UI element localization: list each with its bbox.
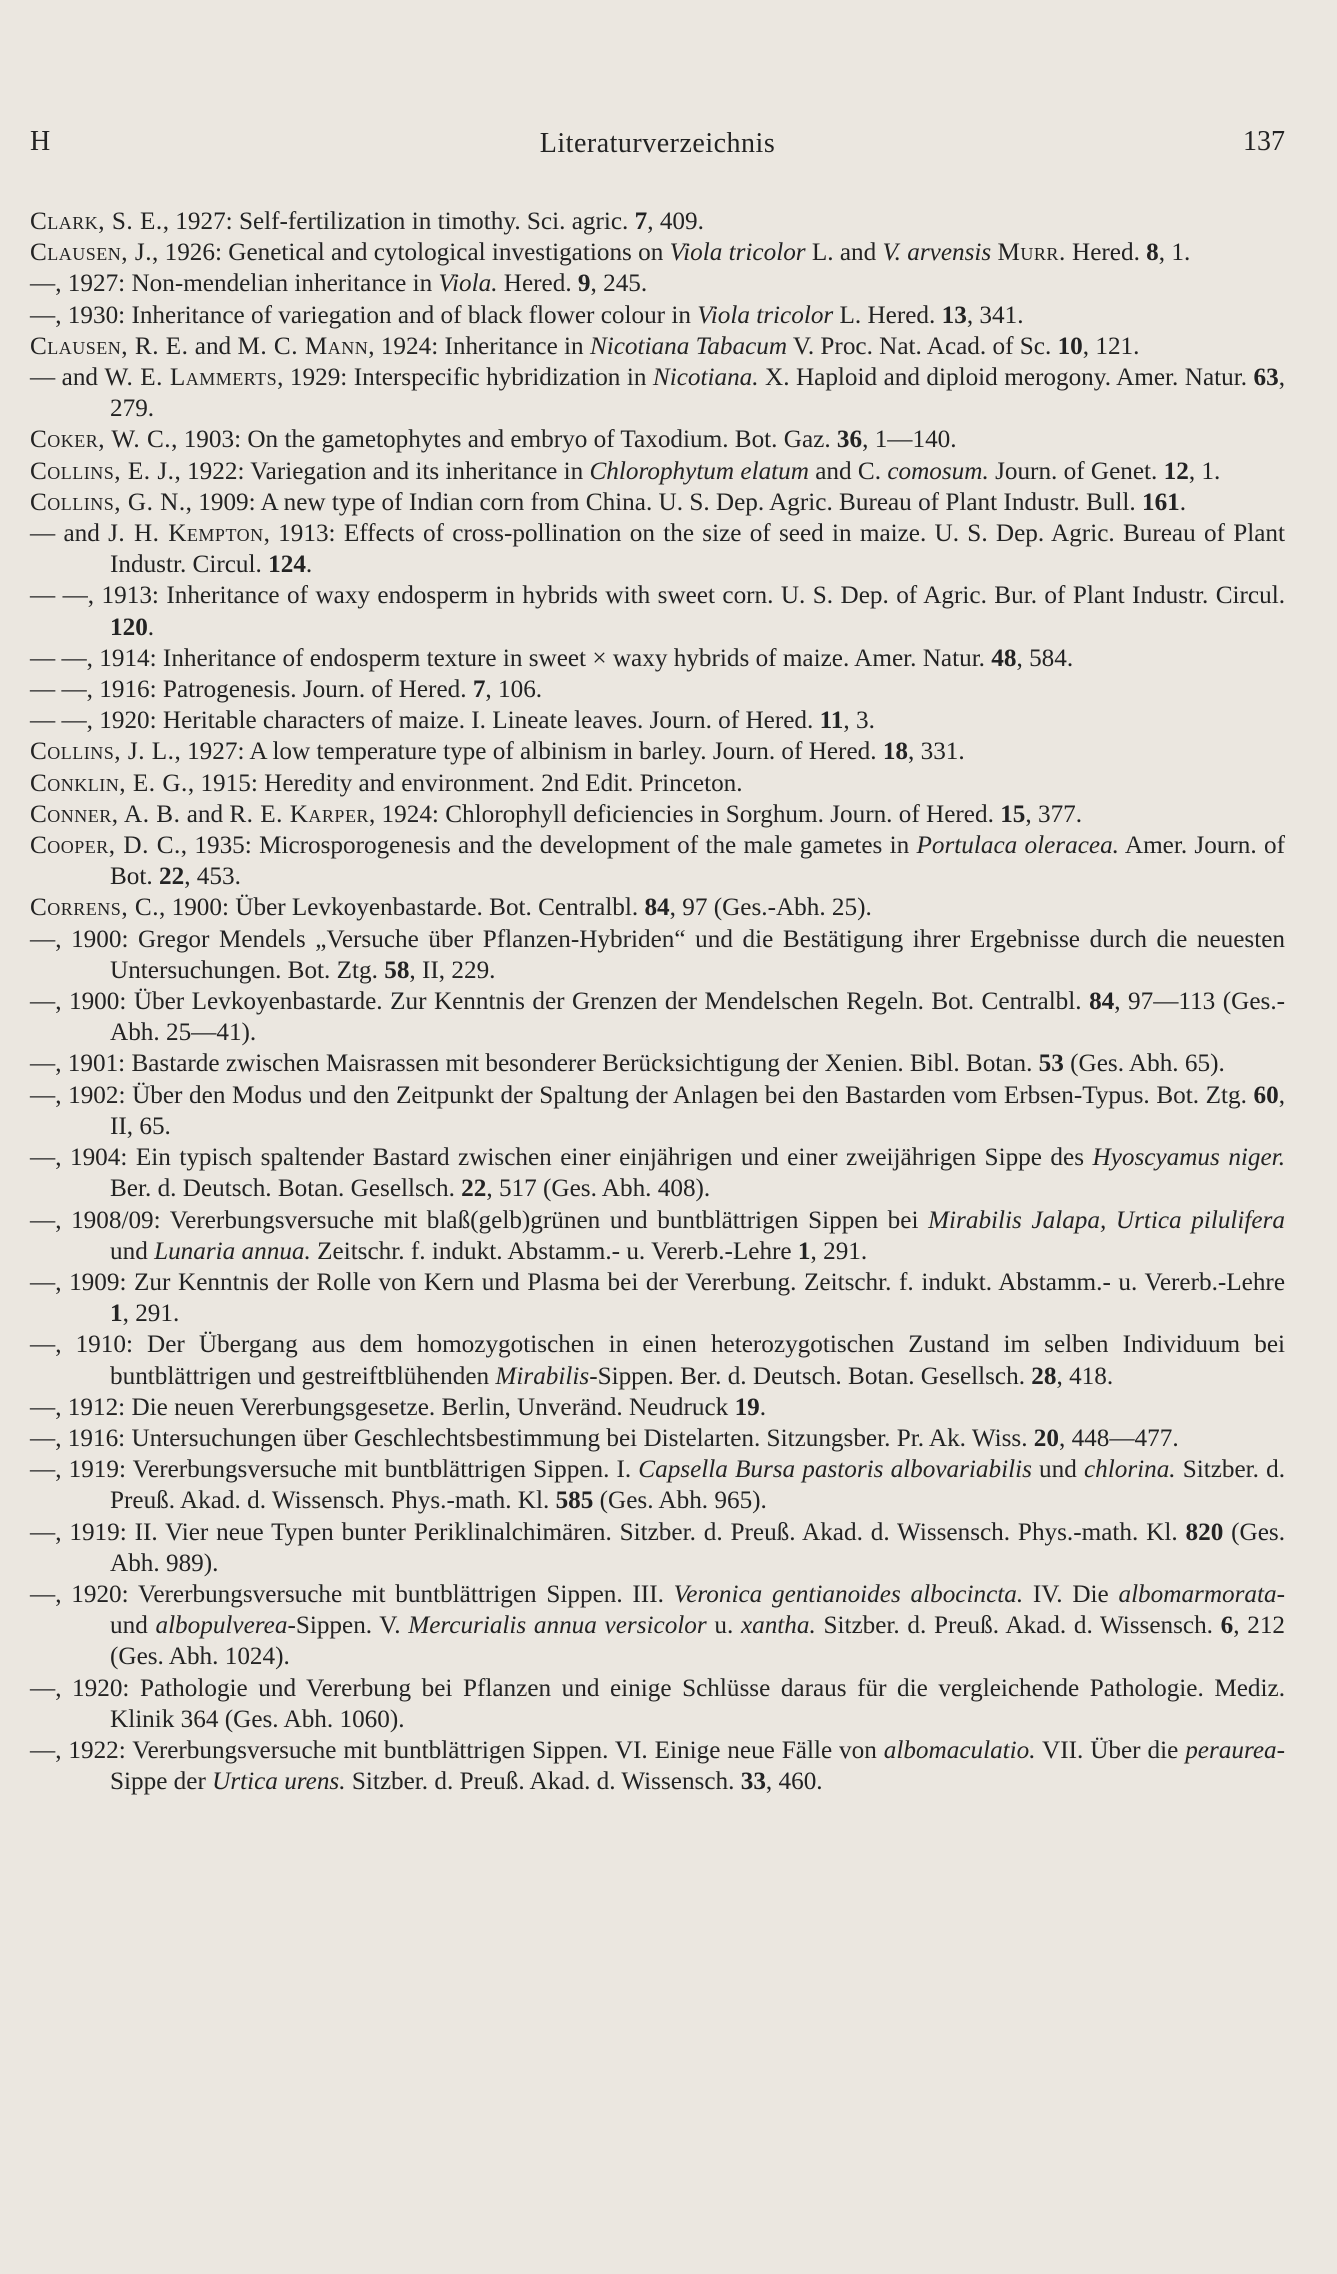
entry-text-segment: 8 (1146, 239, 1159, 267)
entry-text-segment: Correns, C. (30, 894, 160, 922)
entry-text-segment: X. Haploid and diploid merogony. Amer. Natur. (758, 364, 1254, 392)
bibliography-entry (30, 1579, 1285, 1673)
entry-text-segment: —, 1910: Der Übergang aus dem homozygotischen in einen heterozygotischen Zustand im selben Individuum bei buntblättrigen und gestreiftblühenden (30, 1331, 1285, 1390)
entry-text-segment: — and (30, 364, 105, 392)
entry-text-segment: —, 1919: II. Vier neue Typen bunter Periklinalchimären. Sitzber. d. Preuß. Akad. d. Wissensch. Phys.-math. Kl. (30, 1518, 1186, 1546)
entry-text-segment: Clark, S. E. (30, 208, 163, 235)
entry-text-segment: Veronica gentianoides albocincta. (673, 1580, 1024, 1608)
entry-text-segment: Sitzber. d. Preuß. Akad. d. Wissensch. Phys.-math. Kl. (110, 1456, 1285, 1515)
entry-text-segment: (Ges. Abh. 965). (593, 1487, 767, 1515)
entry-text-segment: —, 1916: Untersuchungen über Geschlechtsbestimmung bei Distelarten. Sitzungsber. Pr. Ak. Wiss. (30, 1424, 1034, 1452)
entry-text-segment: 6 (1220, 1612, 1234, 1640)
entry-text-segment: —, 1912: Die neuen Vererbungsgesetze. Berlin, Unveränd. Neudruck (30, 1393, 735, 1421)
entry-text-segment: albomaculatio. (883, 1736, 1036, 1764)
entry-text-segment: Mirabilis (495, 1362, 590, 1390)
entry-text-segment: 7 (472, 676, 486, 704)
entry-text-segment: , II, 65. (110, 1081, 1285, 1140)
entry-text-segment: xantha. (740, 1612, 816, 1640)
entry-text-segment: 13 (941, 301, 967, 329)
entry-text-segment: Viola. (438, 270, 498, 298)
entry-text-segment: , 453. (184, 863, 241, 891)
bibliography-entry (30, 986, 1285, 1048)
entry-text-segment: —, 1919: Vererbungsversuche mit buntblättrigen Sippen. I. (30, 1456, 639, 1484)
entry-text-segment: Journ. of Genet. (988, 457, 1164, 485)
entry-text-segment: 22 (461, 1175, 487, 1203)
entry-text-segment: Murr. (997, 239, 1066, 267)
entry-text-segment: and (180, 800, 230, 828)
bibliography-entry (30, 643, 1285, 674)
entry-text-segment: und (110, 1612, 156, 1640)
entry-text-segment: 7 (634, 208, 648, 235)
bibliography-entry (30, 1142, 1285, 1204)
entry-text-segment: , 1903: On the gametophytes and embryo of Taxodium. Bot. Gaz. (171, 426, 837, 454)
entry-text-segment: -Sippe der (110, 1736, 1285, 1796)
entry-text-segment: , 409. (647, 208, 704, 235)
bibliography-entry (30, 300, 1285, 331)
entry-text-segment: — —, 1916: Patrogenesis. Journ. of Hered. (30, 676, 473, 704)
bibliography-entry (30, 268, 1285, 299)
bibliography-entry (30, 362, 1285, 424)
entry-text-segment: 53 (1038, 1050, 1064, 1078)
entry-text-segment: 820 (1185, 1518, 1224, 1546)
entry-text-segment: , 448—477. (1058, 1424, 1179, 1452)
entry-text-segment: 84 (644, 894, 670, 922)
entry-text-segment: W. E. Lammerts (104, 364, 278, 392)
bibliography-entry (30, 1454, 1285, 1516)
entry-text-segment: Sitzber. d. Preuß. Akad. d. Wissensch. (345, 1768, 741, 1796)
entry-text-segment: . (759, 1393, 767, 1421)
entry-text-segment: 15 (1000, 800, 1026, 828)
entry-text-segment: , 1927: A low temperature type of albinism in barley. Journ. of Hered. (174, 738, 883, 766)
entry-text-segment: —, 1900: Über Levkoyenbastarde. Zur Kenntnis der Grenzen der Mendelschen Regeln. Bot. Centralbl. (30, 988, 1090, 1016)
entry-text-segment: , 1—140. (862, 426, 957, 454)
entry-text-segment: und (1031, 1456, 1084, 1484)
section-letter: H (30, 126, 51, 157)
entry-text-segment: , 1915: Heredity and environment. 2nd Edit. Princeton. (187, 769, 743, 797)
entry-text-segment: Lunaria annua. (154, 1237, 311, 1265)
entry-text-segment: Nicotiana Tabacum (589, 332, 788, 360)
entry-text-segment: Hered. (1065, 239, 1147, 267)
entry-text-segment: , 97 (Ges.-Abh. 25). (669, 894, 872, 922)
entry-text-segment: chlorina. (1083, 1456, 1176, 1484)
entry-text-segment: —, 1920: Pathologie und Vererbung bei Pflanzen und einige Schlüsse daraus für die vergleichende Pathologie. Mediz. Klinik 364 (Ges. Abh. 1060). (30, 1674, 1285, 1733)
bibliography-entry (30, 924, 1285, 986)
entry-text-segment: VII. Über die (1035, 1736, 1186, 1764)
bibliography-entry (30, 799, 1285, 830)
entry-text-segment: and (188, 332, 238, 360)
entry-text-segment: 18 (882, 738, 909, 766)
entry-text-segment: Viola tricolor (669, 239, 806, 267)
entry-text-segment: Hyoscyamus niger. (1092, 1144, 1285, 1172)
entry-text-segment: —, 1900: Gregor Mendels „Versuche über Pflanzen-Hybriden“ und die Bestätigung ihrer Ergebnisse durch die neuesten Untersuchungen. Bot. Ztg. (30, 925, 1285, 984)
bibliography-entry (30, 487, 1285, 518)
entry-text-segment: 1 (110, 1300, 123, 1328)
entry-text-segment: Ber. d. Deutsch. Botan. Gesellsch. (110, 1175, 462, 1203)
bibliography-entry (30, 1205, 1285, 1267)
entry-text-segment: Conner, A. B. (30, 800, 181, 828)
entry-text-segment: und (110, 1237, 155, 1265)
entry-text-segment: Amer. Journ. of Bot. (110, 832, 1285, 891)
bibliography-entry (30, 830, 1285, 892)
entry-text-segment: 60 (1253, 1081, 1279, 1109)
entry-text-segment: , 1909: A new type of Indian corn from China. U. S. Dep. Agric. Bureau of Plant Industr. Bull. (185, 488, 1142, 516)
entry-text-segment: , 418. (1056, 1362, 1114, 1390)
entry-text-segment: , 121. (1082, 332, 1140, 360)
entry-text-segment: albomarmorata- (1118, 1580, 1285, 1608)
bibliography-entry (30, 1392, 1285, 1423)
entry-text-segment: , 279. (110, 364, 1285, 423)
entry-text-segment: , 106. (485, 676, 543, 704)
entry-text-segment: Mercurialis annua versicolor (408, 1612, 707, 1640)
entry-text-segment: 161 (1141, 488, 1180, 516)
entry-text-segment: —, 1909: Zur Kenntnis der Rolle von Kern und Plasma bei der Vererbung. Zeitschr. f. indukt. Abstamm.- u. Vererb.-Lehre (30, 1268, 1285, 1296)
bibliography-list (30, 206, 1285, 1797)
bibliography-entry (30, 1267, 1285, 1329)
entry-text-segment: 11 (819, 707, 844, 735)
entry-text-segment: Hered. (497, 270, 578, 298)
entry-text-segment: , 97—113 (Ges.-Abh. 25—41). (110, 988, 1286, 1047)
entry-text-segment: 19 (734, 1393, 760, 1421)
entry-text-segment: 28 (1031, 1362, 1057, 1390)
entry-text-segment: V. arvensis (882, 239, 992, 267)
entry-text-segment: , 1926: Genetical and cytological investigations on (152, 239, 670, 267)
entry-text-segment: , 460. (765, 1768, 823, 1796)
entry-text-segment: Clausen, J. (30, 239, 152, 267)
bibliography-entry (30, 768, 1285, 799)
entry-text-segment: — —, 1913: Inheritance of waxy endosperm in hybrids with sweet corn. U. S. Dep. of Agric. Bur. of Plant Industr. Circul. (30, 582, 1285, 610)
entry-text-segment: Collins, G. N. (30, 488, 186, 516)
bibliography-entry (30, 331, 1285, 362)
entry-text-segment: 20 (1033, 1424, 1059, 1452)
entry-text-segment: comosum. (887, 457, 989, 485)
entry-text-segment: Urtica urens. (212, 1768, 346, 1796)
entry-text-segment: , 584. (1016, 644, 1074, 672)
bibliography-entry (30, 1080, 1285, 1142)
entry-text-segment: albopulverea (155, 1612, 288, 1640)
bibliography-entry (30, 705, 1285, 736)
entry-text-segment: 124 (268, 551, 306, 579)
entry-text-segment: M. C. Mann (237, 332, 369, 360)
entry-text-segment: Conklin, E. G. (30, 769, 188, 797)
bibliography-entry (30, 892, 1285, 923)
bibliography-entry (30, 206, 1285, 237)
bibliography-entry (30, 1048, 1285, 1079)
entry-text-segment: —, 1920: Vererbungsversuche mit buntblättrigen Sippen. III. (30, 1580, 674, 1608)
bibliography-entry (30, 1517, 1285, 1579)
entry-text-segment: L. and (805, 239, 883, 267)
entry-text-segment: -Sippen. V. (287, 1612, 409, 1640)
entry-text-segment: Clausen, R. E. (30, 332, 189, 360)
bibliography-entry (30, 1735, 1285, 1797)
page-header (30, 126, 1285, 166)
entry-text-segment: , 1924: Chlorophyll deficiencies in Sorghum. Journ. of Hered. (368, 800, 1001, 828)
entry-text-segment: —, 1901: Bastarde zwischen Maisrassen mit besonderer Berücksichtigung der Xenien. Bibl. Botan. (30, 1050, 1039, 1078)
entry-text-segment: Coker, W. C. (30, 426, 172, 454)
entry-text-segment: Chlorophytum elatum (589, 457, 809, 485)
entry-text-segment: — —, 1914: Inheritance of endosperm texture in sweet × waxy hybrids of maize. Amer. Natur. (30, 644, 992, 672)
entry-text-segment: 120 (110, 613, 148, 641)
entry-text-segment: , 1. (1188, 457, 1221, 485)
entry-text-segment: , 3. (843, 707, 875, 735)
entry-text-segment: , 1929: Interspecific hybridization in (277, 364, 653, 392)
entry-text-segment: Cooper, D. C. (30, 832, 181, 860)
entry-text-segment: 12 (1163, 457, 1189, 485)
entry-text-segment: , 212 (Ges. Abh. 1024). (110, 1612, 1286, 1671)
bibliography-entry (30, 456, 1285, 487)
entry-text-segment: , 341. (966, 301, 1024, 329)
entry-text-segment: IV. Die (1023, 1580, 1119, 1608)
bibliography-entry (30, 1329, 1285, 1391)
bibliography-entry (30, 736, 1285, 767)
entry-text-segment: Portulaca oleracea. (916, 832, 1119, 860)
entry-text-segment: 36 (836, 426, 863, 454)
entry-text-segment: , 1935: Microsporogenesis and the development of the male gametes in (180, 832, 917, 860)
entry-text-segment: Zeitschr. f. indukt. Abstamm.- u. Vererb.-Lehre (310, 1237, 798, 1265)
entry-text-segment: R. E. Karper (229, 800, 369, 828)
entry-text-segment: Mirabilis Jalapa, Urtica pilulifera (928, 1206, 1285, 1234)
entry-text-segment: and C. (808, 457, 888, 485)
entry-text-segment: Nicotiana. (652, 364, 759, 392)
entry-text-segment: peraurea (1185, 1736, 1277, 1764)
running-title: Literaturverzeichnis (539, 128, 776, 159)
entry-text-segment: . (305, 551, 313, 579)
entry-text-segment: , 1913: Effects of cross-pollination on the size of seed in maize. U. S. Dep. Agric. Bureau of Plant Industr. Circul. (110, 520, 1285, 579)
entry-text-segment: 1 (797, 1237, 811, 1265)
entry-text-segment: -Sippen. Ber. d. Deutsch. Botan. Gesellsch. (589, 1362, 1032, 1390)
entry-text-segment: , 1924: Inheritance in (368, 332, 590, 360)
entry-text-segment: L. Hered. (833, 301, 942, 329)
entry-text-segment: V. Proc. Nat. Acad. of Sc. (787, 332, 1058, 360)
bibliography-entry (30, 424, 1285, 455)
bibliography-entry (30, 674, 1285, 705)
entry-text-segment: 22 (159, 863, 185, 891)
entry-text-segment: Capsella Bursa pastoris albovariabilis (638, 1456, 1032, 1484)
entry-text-segment: 33 (740, 1768, 766, 1796)
entry-text-segment: 585 (555, 1487, 594, 1515)
entry-text-segment: 48 (991, 644, 1017, 672)
entry-text-segment: 63 (1253, 364, 1279, 392)
bibliography-entry (30, 1673, 1285, 1735)
entry-text-segment: 10 (1057, 332, 1083, 360)
bibliography-entry (30, 518, 1285, 580)
entry-text-segment: 84 (1089, 988, 1115, 1016)
entry-text-segment: (Ges. Abh. 989). (110, 1518, 1286, 1577)
entry-text-segment: 9 (577, 270, 591, 298)
entry-text-segment: , 1900: Über Levkoyenbastarde. Bot. Centralbl. (159, 894, 645, 922)
entry-text-segment: Collins, E. J. (30, 457, 175, 485)
entry-text-segment: , 517 (Ges. Abh. 408). (486, 1175, 711, 1203)
entry-text-segment: Viola tricolor (697, 301, 834, 329)
entry-text-segment: , 1922: Variegation and its inheritance in (174, 457, 590, 485)
bibliography-entry (30, 580, 1285, 642)
entry-text-segment: 58 (384, 956, 410, 984)
bibliography-entry (30, 237, 1285, 268)
entry-text-segment: , 377. (1025, 800, 1083, 828)
entry-text-segment: . (1179, 488, 1187, 516)
bibliography-entry (30, 1423, 1285, 1454)
entry-text-segment: —, 1922: Vererbungsversuche mit buntblättrigen Sippen. VI. Einige neue Fälle von (30, 1736, 884, 1764)
entry-text-segment: Collins, J. L. (30, 738, 175, 766)
entry-text-segment: , 291. (122, 1300, 180, 1328)
entry-text-segment: , 1. (1158, 239, 1191, 267)
entry-text-segment: —, 1927: Non-mendelian inheritance in (30, 270, 439, 298)
entry-text-segment: u. (706, 1612, 741, 1640)
entry-text-segment: , II, 229. (409, 956, 496, 984)
entry-text-segment: , 331. (908, 738, 965, 766)
entry-text-segment: —, 1902: Über den Modus und den Zeitpunkt der Spaltung der Anlagen bei den Bastarden vom Erbsen-Typus. Bot. Ztg. (30, 1081, 1254, 1109)
entry-text-segment: (Ges. Abh. 65). (1063, 1050, 1225, 1078)
entry-text-segment: , 291. (810, 1237, 868, 1265)
entry-text-segment: —, 1904: Ein typisch spaltender Bastard zwischen einer einjährigen und einer zweijährigen Sippe des (30, 1144, 1093, 1172)
entry-text-segment: —, 1930: Inheritance of variegation and of black flower colour in (30, 301, 698, 329)
entry-text-segment: — —, 1920: Heritable characters of maize. I. Lineate leaves. Journ. of Hered. (30, 707, 820, 735)
entry-text-segment: , 245. (590, 270, 648, 298)
entry-text-segment: —, 1908/09: Vererbungsversuche mit blaß(gelb)grünen und buntblättrigen Sippen bei (30, 1206, 929, 1234)
entry-text-segment: Sitzber. d. Preuß. Akad. d. Wissensch. (815, 1612, 1221, 1640)
page-number: 137 (1243, 126, 1285, 157)
entry-text-segment: J. H. Kempton (108, 520, 264, 548)
entry-text-segment: . (147, 613, 155, 641)
entry-text-segment: , 1927: Self-fertilization in timothy. Sci. agric. (162, 208, 635, 235)
entry-text-segment: — and (30, 520, 109, 548)
